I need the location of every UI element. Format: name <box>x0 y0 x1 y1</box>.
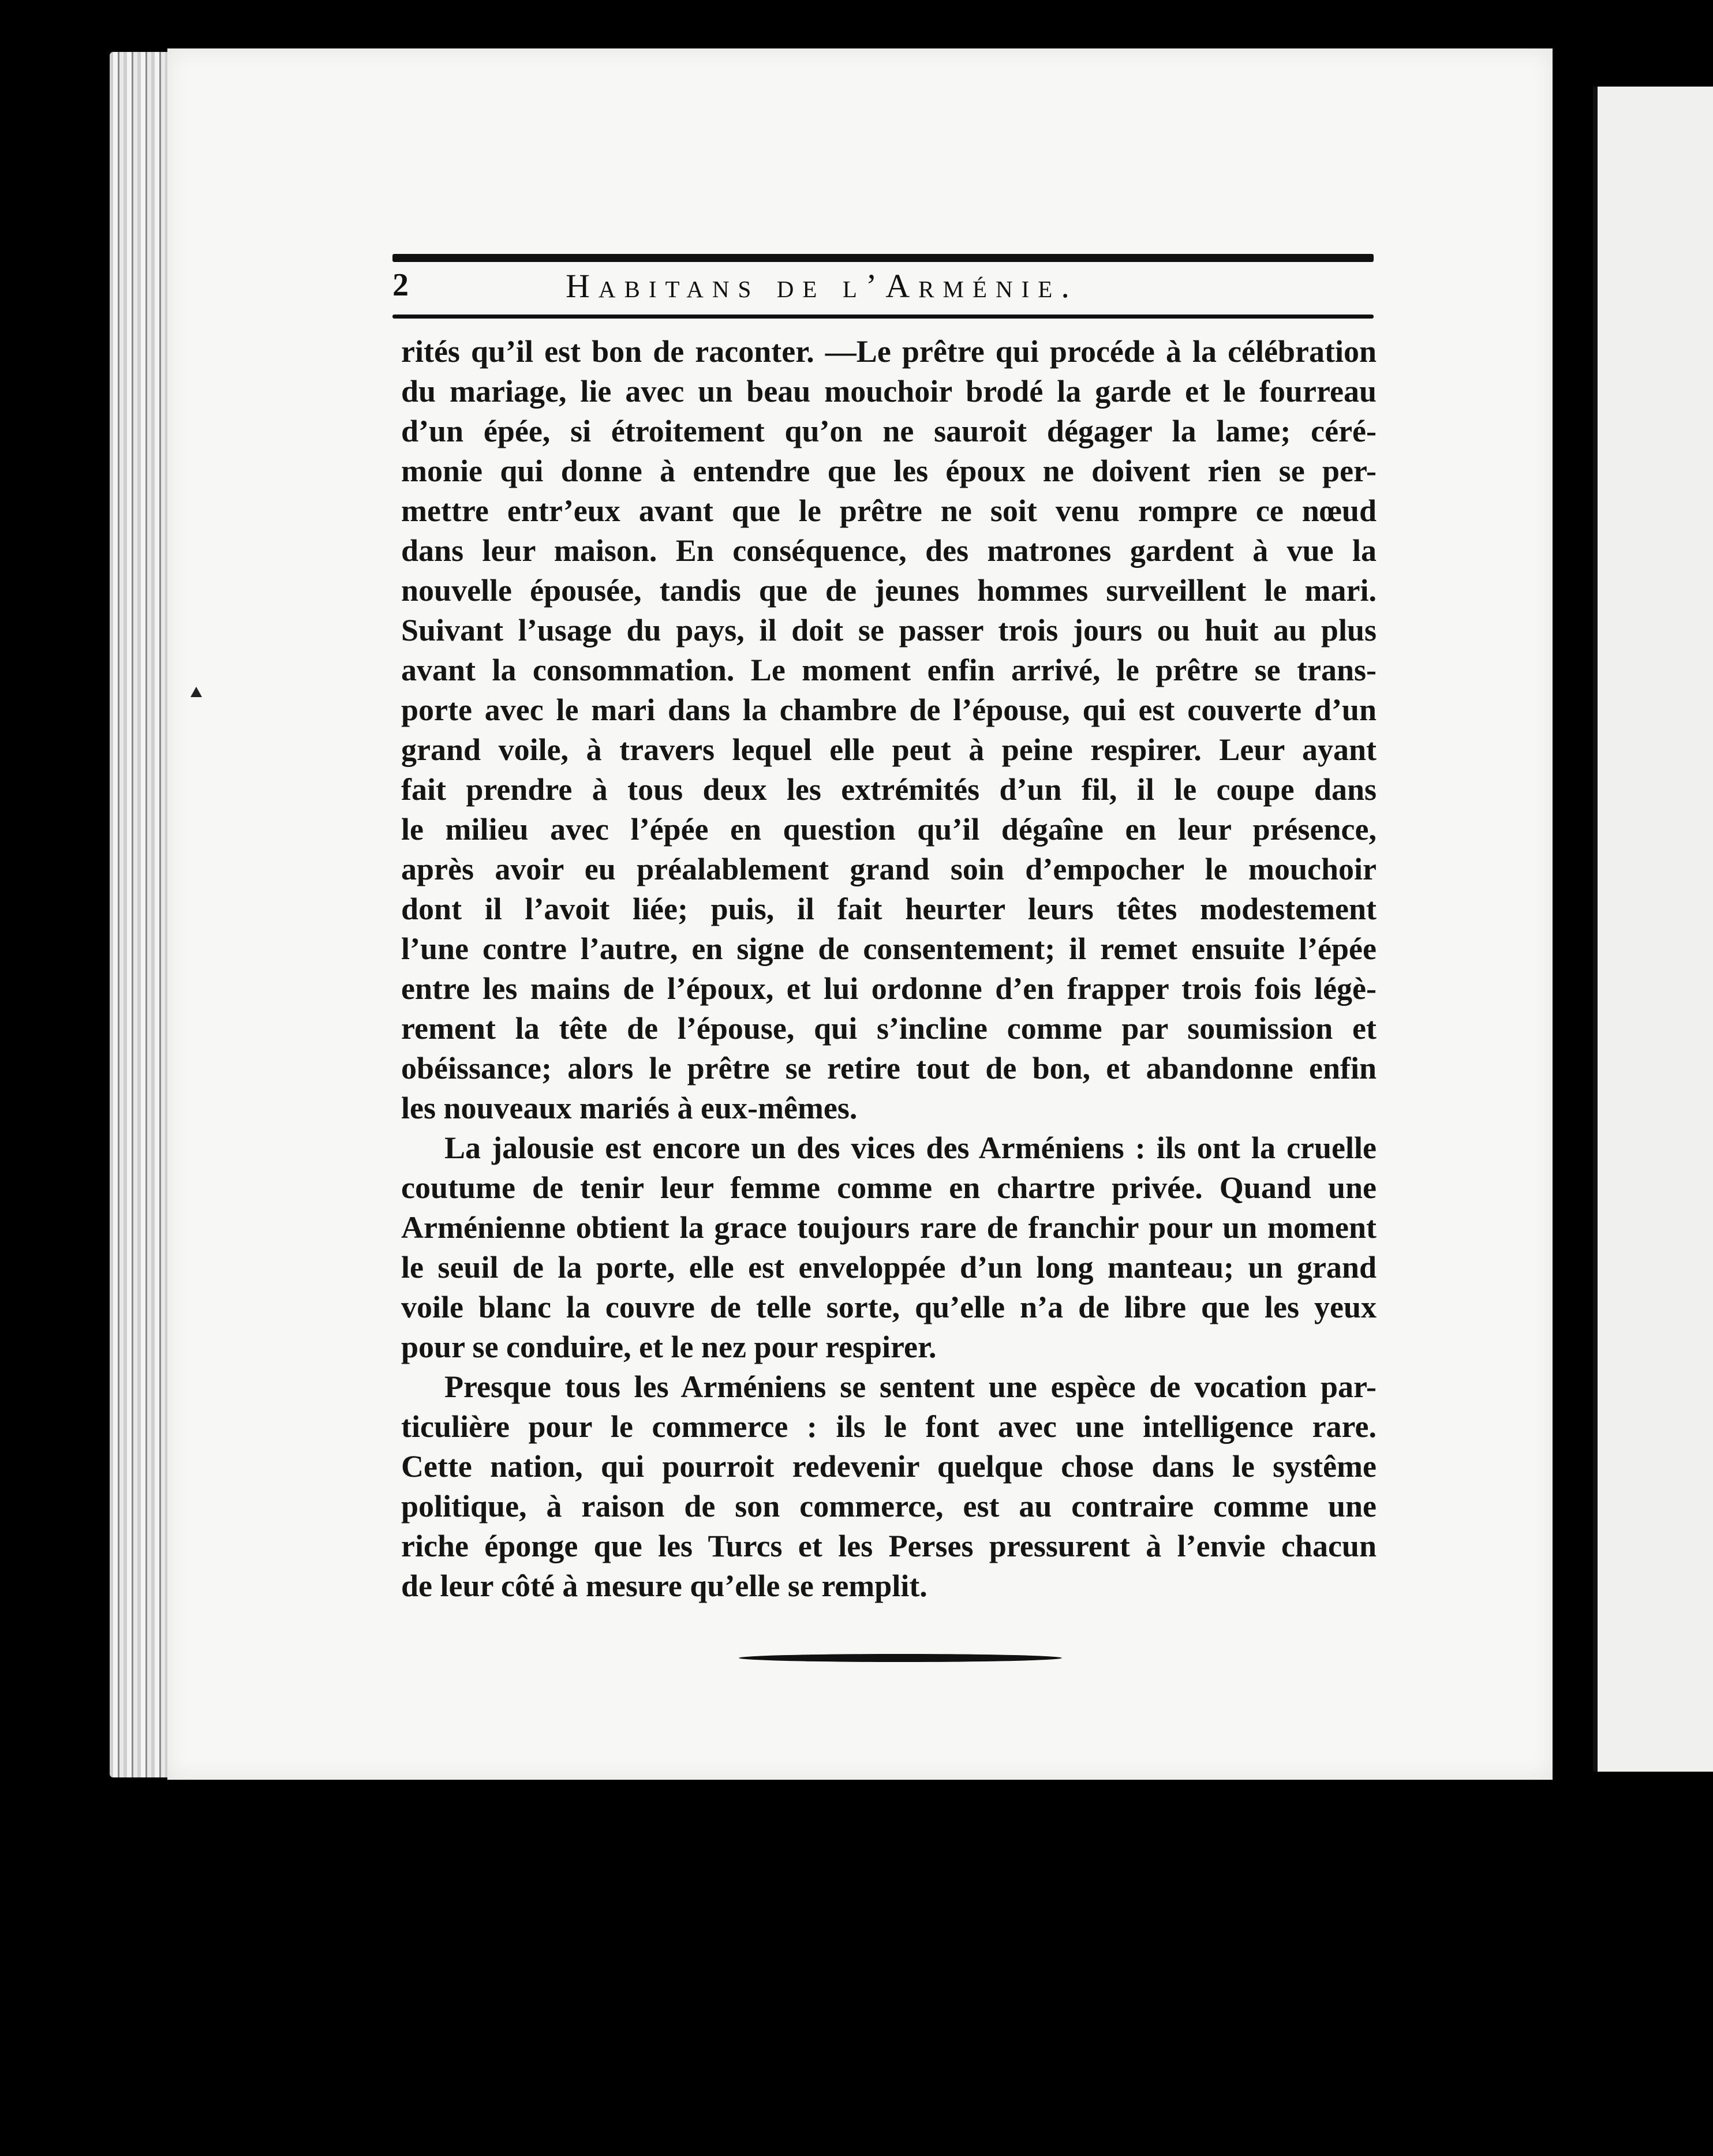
text-line: dans leur maison. En conséquence, des matrones gardent à vue la <box>401 533 1377 568</box>
text-line: nouvelle épousée, tandis que de jeunes hommes surveillent le mari. <box>401 573 1377 608</box>
text-line: le milieu avec l’épée en question qu’il dégaîne en leur présence, <box>401 812 1377 847</box>
margin-mark <box>190 687 202 697</box>
text-line: après avoir eu préalablement grand soin d’empocher le mouchoir <box>401 852 1377 886</box>
header-rule-top <box>392 254 1374 262</box>
text-line: riche éponge que les Turcs et les Perses pressurent à l’envie chacun <box>401 1529 1377 1563</box>
page-number: 2 <box>392 267 409 303</box>
text-line: grand voile, à travers lequel elle peut à peine respirer. Leur ayant <box>401 732 1377 767</box>
paragraph <box>401 1128 1377 1367</box>
text-line: La jalousie est encore un des vices des Arméniens : ils ont la cruelle <box>444 1131 1377 1165</box>
paragraph <box>401 1367 1377 1606</box>
text-line: pour se conduire, et le nez pour respirer. <box>401 1330 937 1364</box>
text-line: voile blanc la couvre de telle sorte, qu’elle n’a de libre que les yeux <box>401 1290 1377 1324</box>
text-line: d’un épée, si étroitement qu’on ne sauroit dégager la lame; céré- <box>401 414 1377 448</box>
end-ornament-rule <box>739 1654 1062 1662</box>
text-line: le seuil de la porte, elle est enveloppée d’un long manteau; un grand <box>401 1250 1377 1285</box>
text-line: Arménienne obtient la grace toujours rare de franchir pour un moment <box>401 1210 1377 1245</box>
paragraph <box>401 332 1377 1128</box>
running-title: Habitans de l’Arménie. <box>566 267 1078 305</box>
text-line: fait prendre à tous deux les extrémités d’un fil, il le coupe dans <box>401 772 1377 807</box>
running-header <box>392 267 1374 310</box>
text-line: l’une contre l’autre, en signe de consentement; il remet ensuite l’épée <box>401 931 1377 966</box>
text-line: les nouveaux mariés à eux-mêmes. <box>401 1091 858 1125</box>
text-line: porte avec le mari dans la chambre de l’épouse, qui est couverte d’un <box>401 693 1377 727</box>
text-line: avant la consommation. Le moment enfin arrivé, le prêtre se trans- <box>401 653 1377 687</box>
text-line: coutume de tenir leur femme comme en chartre privée. Quand une <box>401 1170 1377 1205</box>
body-text <box>401 332 1377 1606</box>
page-stack-edges <box>110 52 173 1777</box>
text-line: dont il l’avoit liée; puis, il fait heurter leurs têtes modestement <box>401 892 1377 926</box>
text-line: rités qu’il est bon de raconter. —Le prêtre qui procéde à la célébration <box>401 334 1377 369</box>
text-line: du mariage, lie avec un beau mouchoir brodé la garde et le fourreau <box>401 374 1377 409</box>
facing-page-edge <box>1593 87 1713 1772</box>
text-line: mettre entr’eux avant que le prêtre ne soit venu rompre ce nœud <box>401 493 1377 528</box>
text-line: obéissance; alors le prêtre se retire tout de bon, et abandonne enfin <box>401 1051 1377 1086</box>
text-line: Suivant l’usage du pays, il doit se passer trois jours ou huit au plus <box>401 613 1377 647</box>
text-line: monie qui donne à entendre que les époux ne doivent rien se per- <box>401 454 1377 488</box>
text-line: ticulière pour le commerce : ils le font avec une intelligence rare. <box>401 1409 1377 1444</box>
text-line: entre les mains de l’époux, et lui ordonne d’en frapper trois fois légè- <box>401 971 1377 1006</box>
text-line: politique, à raison de son commerce, est au contraire comme une <box>401 1489 1377 1524</box>
text-line: Cette nation, qui pourroit redevenir quelque chose dans le systême <box>401 1449 1377 1484</box>
text-line: de leur côté à mesure qu’elle se remplit. <box>401 1569 927 1603</box>
text-line: rement la tête de l’épouse, qui s’incline comme par soumission et <box>401 1011 1377 1046</box>
header-rule-bottom <box>392 315 1374 319</box>
text-line: Presque tous les Arméniens se sentent une espèce de vocation par- <box>444 1369 1377 1404</box>
